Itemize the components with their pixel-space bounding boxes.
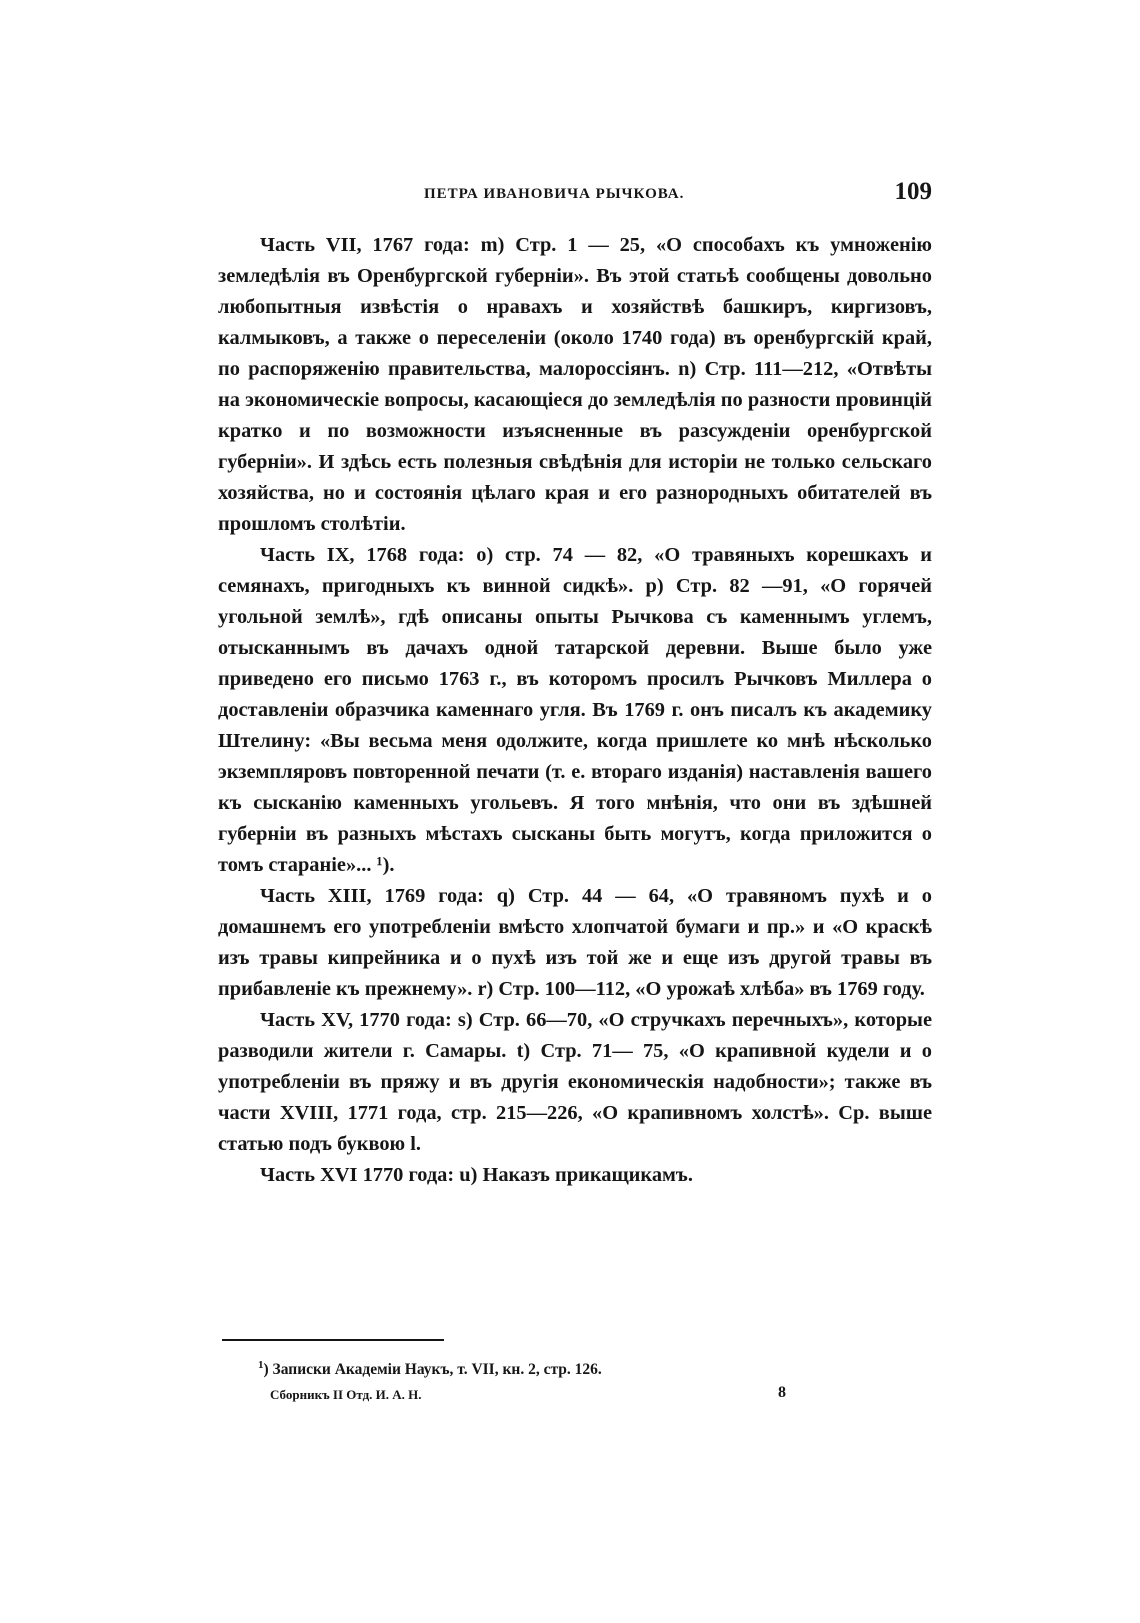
paragraph-part-13: Часть XIII, 1769 года: q) Стр. 44 — 64, «О травяномъ пухѣ и о домашнемъ его употребленіи вмѣсто хлопчатой бумаги и пр.» и «О краскѣ изъ травы кипрейника и о пухѣ изъ той же и еще изъ другой травы въ прибавленіе къ прежнему». r) Стр. 100—112, «О урожаѣ хлѣба» въ 1769 году. — [218, 885, 932, 1000]
sheet-number: 8 — [778, 1384, 786, 1401]
footnote-divider — [222, 1339, 444, 1341]
printer-signature: Сборникъ II Отд. И. А. Н. — [270, 1387, 422, 1402]
footnote — [258, 1359, 602, 1379]
paragraph-part-7: Часть VII, 1767 года: m) Стр. 1 — 25, «О способахъ къ умноженію земледѣлія въ Оренбургской губерніи». Въ этой статьѣ сообщены довольно любопытныя извѣстія о нравахъ и хозяйствѣ башкиръ, киргизовъ, калмыковъ, а также о переселеніи (около 1740 года) въ оренбургскій край, по распоряженію правительства, малороссіянъ. n) Стр. 111—212, «Отвѣты на экономическіе вопросы, касающіеся до земледѣлія по разности провинцій кратко и по возможности изъясненные въ разсужденіи оренбургской губерніи». И здѣсь есть полезныя свѣдѣнія для исторіи не только сельскаго хозяйства, но и состоянія цѣлаго края и его разнородныхъ обитателей въ прошломъ столѣтіи. — [218, 234, 932, 535]
page-body — [218, 230, 932, 1191]
page-header — [252, 178, 932, 218]
paragraph-part-9: Часть IX, 1768 года: o) стр. 74 — 82, «О травяныхъ корешкахъ и семянахъ, пригодныхъ къ винной сидкѣ». p) Стр. 82 —91, «О горячей угольной землѣ», гдѣ описаны опыты Рычкова съ каменнымъ углемъ, отысканнымъ въ дачахъ одной татарской деревни. Выше было уже приведено его письмо 1763 г., въ которомъ просилъ Рычковъ Миллера о доставленіи образчика каменнаго угля. Въ 1769 г. онъ писалъ къ академику Штелину: «Вы весьма меня одолжите, когда пришлете ко мнѣ нѣсколько экземпляровъ повторенной печати (т. е. втораго изданія) наставленія вашего къ сысканію каменныхъ угольевъ. Я того мнѣнія, что они въ здѣшней губерніи въ разныхъ мѣстахъ сысканы быть могутъ, когда приложится о томъ стараніе»... ¹). — [218, 544, 932, 876]
running-title: ПЕТРА ИВАНОВИЧА РЫЧКОВА. — [424, 186, 685, 202]
page-number: 109 — [894, 178, 932, 205]
footnote-marker: 1 — [258, 1359, 264, 1371]
paragraph-part-15: Часть XV, 1770 года: s) Стр. 66—70, «О стручкахъ перечныхъ», которые разводили жители г. Самары. t) Стр. 71— 75, «О крапивной кудели и о употребленіи въ пряжу и въ другія економическія надобности»; также въ части XVIII, 1771 года, стр. 215—226, «О крапивномъ холстѣ». Ср. выше статью подъ буквою l. — [218, 1009, 932, 1155]
paragraph-part-16: Часть XVI 1770 года: u) Наказъ прикащикамъ. — [260, 1164, 693, 1186]
footnote-text: ) Записки Академіи Наукъ, т. VII, кн. 2, стр. 126. — [263, 1361, 602, 1379]
